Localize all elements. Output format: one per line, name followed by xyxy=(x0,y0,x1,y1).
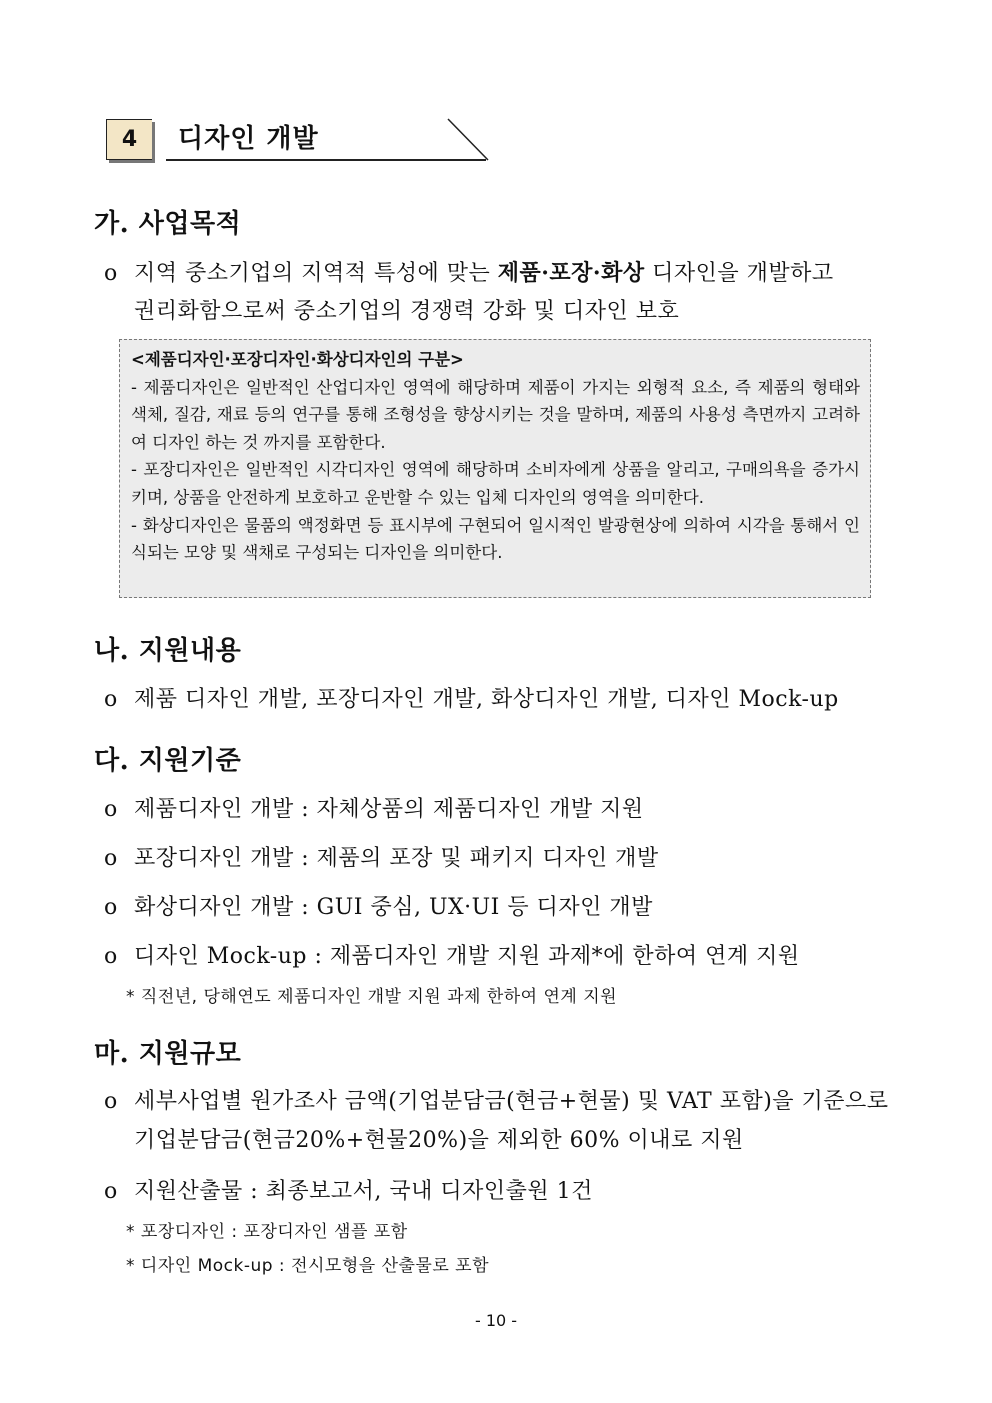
scale-bullet-cost-continuation: 기업분담금(현금20%+현물20%)을 제외한 60% 이내로 지원 xyxy=(134,1128,744,1153)
criteria-note: * 직전년, 당해연도 제품디자인 개발 지원 과제 한하여 연계 지원 xyxy=(126,987,618,1007)
heading-support-criteria: 다. 지원기준 xyxy=(94,746,242,776)
purpose-bullet: o 지역 중소기업의 지역적 특성에 맞는 제품·포장·화상 디자인을 개발하고 xyxy=(104,253,904,294)
criteria-bullet-mockup: o 디자인 Mock-up : 제품디자인 개발 지원 과제*에 한하여 연계 지원 xyxy=(104,944,800,969)
criteria-bullet-image: o 화상디자인 개발 : GUI 중심, UX·UI 등 디자인 개발 xyxy=(104,895,653,920)
info-image-design: - 화상디자인은 물품의 액정화면 등 표시부에 구현되어 일시적인 발광현상에 의하여 시각을 통해서 인식되는 모양 및 색채로 구성되는 디자인을 의미한다. xyxy=(131,515,860,563)
design-types-info-box xyxy=(119,339,871,598)
output-note-package: * 포장디자인 : 포장디자인 샘플 포함 xyxy=(126,1222,408,1242)
bullet-mark: o xyxy=(104,261,118,286)
section-number: 4 xyxy=(106,119,152,160)
output-note-mockup: * 디자인 Mock-up : 전시모형을 산출물로 포함 xyxy=(126,1256,490,1276)
support-content-bullet: o 제품 디자인 개발, 포장디자인 개발, 화상디자인 개발, 디자인 Mock-up xyxy=(104,687,839,712)
section-underline xyxy=(166,159,486,161)
criteria-bullet-product: o 제품디자인 개발 : 자체상품의 제품디자인 개발 지원 xyxy=(104,797,644,822)
heading-support-scale: 마. 지원규모 xyxy=(94,1039,242,1069)
heading-support-content: 나. 지원내용 xyxy=(94,636,242,666)
section-diagonal-decoration xyxy=(440,118,490,162)
purpose-bullet-continuation: 권리화함으로써 중소기업의 경쟁력 강화 및 디자인 보호 xyxy=(134,299,680,324)
page-number: - 10 - xyxy=(474,1311,518,1330)
scale-bullet-output: o 지원산출물 : 최종보고서, 국내 디자인출원 1건 xyxy=(104,1179,593,1204)
section-title: 디자인 개발 xyxy=(178,124,319,154)
info-product-design: - 제품디자인은 일반적인 산업디자인 영역에 해당하며 제품이 가지는 외형적 요소, 즉 제품의 형태와 색체, 질감, 재료 등의 연구를 통해 조형성을 향상시키는 것을 말하며, 제품의 사용성 측면까지 고려하여 디자인 하는 것 까지를 포함한다. xyxy=(131,377,860,452)
scale-bullet-cost: o 세부사업별 원가조사 금액(기업분담금(현금+현물) 및 VAT 포함)을 기준으로 xyxy=(104,1089,889,1114)
heading-purpose: 가. 사업목적 xyxy=(94,209,242,239)
info-package-design: - 포장디자인은 일반적인 시각디자인 영역에 해당하며 소비자에게 상품을 알리고, 구매의욕을 증가시키며, 상품을 안전하게 보호하고 운반할 수 있는 입체 디자인의 영역을 의미한다. xyxy=(131,460,860,507)
criteria-bullet-package: o 포장디자인 개발 : 제품의 포장 및 패키지 디자인 개발 xyxy=(104,846,659,871)
info-box-title: <제품디자인·포장디자인·화상디자인의 구분> xyxy=(131,350,464,369)
